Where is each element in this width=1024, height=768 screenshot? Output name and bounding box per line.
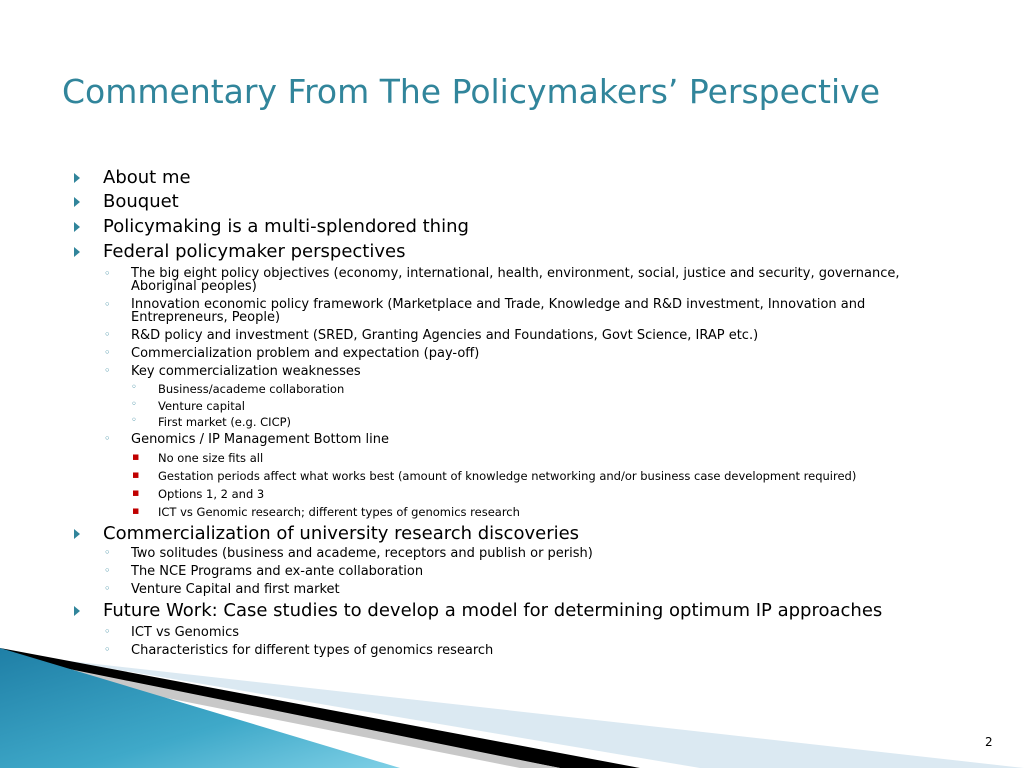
arrow-bullet-icon (74, 173, 80, 183)
sub-sub-bullet: ◦ First market (e.g. CICP) (131, 415, 292, 429)
sub-sub-bullet: ▪ No one size fits all (132, 450, 264, 465)
sub-bullet: ◦ Characteristics for different types of genomics research (104, 643, 494, 658)
dot-bullet-icon: ▪ (132, 450, 140, 463)
circle-bullet-icon: ◦ (104, 643, 111, 656)
sub-sub-bullet: ▪ Options 1, 2 and 3 (132, 486, 265, 501)
sub-sub-bullet: ▪ ICT vs Genomic research; different types of genomics research (132, 504, 520, 519)
circle-bullet-icon: ◦ (104, 582, 111, 595)
sub-sub-bullet: ◦ Business/academe collaboration (131, 382, 345, 396)
sub-bullet: ◦ Innovation economic policy framework (Marketplace and Trade, Knowledge and R&D investment, Innovation and Entrepreneurs, People) (104, 297, 866, 325)
dot-bullet-icon: ▪ (132, 468, 140, 481)
circle-bullet-icon: ◦ (104, 328, 111, 341)
circle-bullet-icon: ◦ (104, 432, 111, 445)
page-number: 2 (985, 735, 993, 749)
arrow-bullet-icon (74, 197, 80, 207)
circle-bullet-icon: ◦ (104, 564, 111, 577)
sub-bullet: ◦ Genomics / IP Management Bottom line (104, 432, 389, 447)
slide-title: Commentary From The Policymakers’ Perspective (62, 72, 880, 111)
bullet-federal: Federal policymaker perspectives (103, 241, 405, 262)
arrow-bullet-icon (74, 222, 80, 232)
sub-bullet: ◦ Commercialization problem and expectation (pay-off) (104, 346, 480, 361)
circle-bullet-icon: ◦ (104, 625, 111, 638)
bullet-policymaking: Policymaking is a multi-splendored thing (103, 216, 469, 237)
bullet-future-work: Future Work: Case studies to develop a model for determining optimum IP approaches (103, 600, 882, 621)
dot-bullet-icon: ▪ (132, 504, 140, 517)
sub-bullet: ◦ R&D policy and investment (SRED, Granting Agencies and Foundations, Govt Science, IRAP etc.) (104, 328, 759, 343)
circle-bullet-icon: ◦ (104, 546, 111, 559)
sub-sub-bullet: ▪ Gestation periods affect what works best (amount of knowledge networking and/or business case development required) (132, 468, 857, 483)
circle-bullet-icon: ◦ (131, 415, 137, 426)
bullet-about-me: About me (103, 167, 191, 188)
circle-bullet-icon: ◦ (104, 364, 111, 377)
bullet-commercialization: Commercialization of university research discoveries (103, 523, 579, 544)
sub-bullet: ◦ Venture Capital and first market (104, 582, 340, 597)
sub-bullet: ◦ Two solitudes (business and academe, receptors and publish or perish) (104, 546, 593, 561)
circle-bullet-icon: ◦ (104, 346, 111, 359)
sub-sub-bullet: ◦ Venture capital (131, 399, 245, 413)
sub-bullet: ◦ The big eight policy objectives (economy, international, health, environment, social, justice and security, governance, Aboriginal peoples) (104, 266, 900, 294)
bullet-bouquet: Bouquet (103, 191, 179, 212)
circle-bullet-icon: ◦ (104, 267, 111, 280)
sub-bullet: ◦ The NCE Programs and ex-ante collaboration (104, 564, 424, 579)
arrow-bullet-icon (74, 529, 80, 539)
circle-bullet-icon: ◦ (104, 298, 111, 311)
circle-bullet-icon: ◦ (131, 399, 137, 410)
arrow-bullet-icon (74, 247, 80, 257)
dot-bullet-icon: ▪ (132, 486, 140, 499)
circle-bullet-icon: ◦ (131, 382, 137, 393)
sub-bullet: ◦ Key commercialization weaknesses (104, 364, 361, 379)
sub-bullet: ◦ ICT vs Genomics (104, 625, 240, 640)
arrow-bullet-icon (74, 606, 80, 616)
